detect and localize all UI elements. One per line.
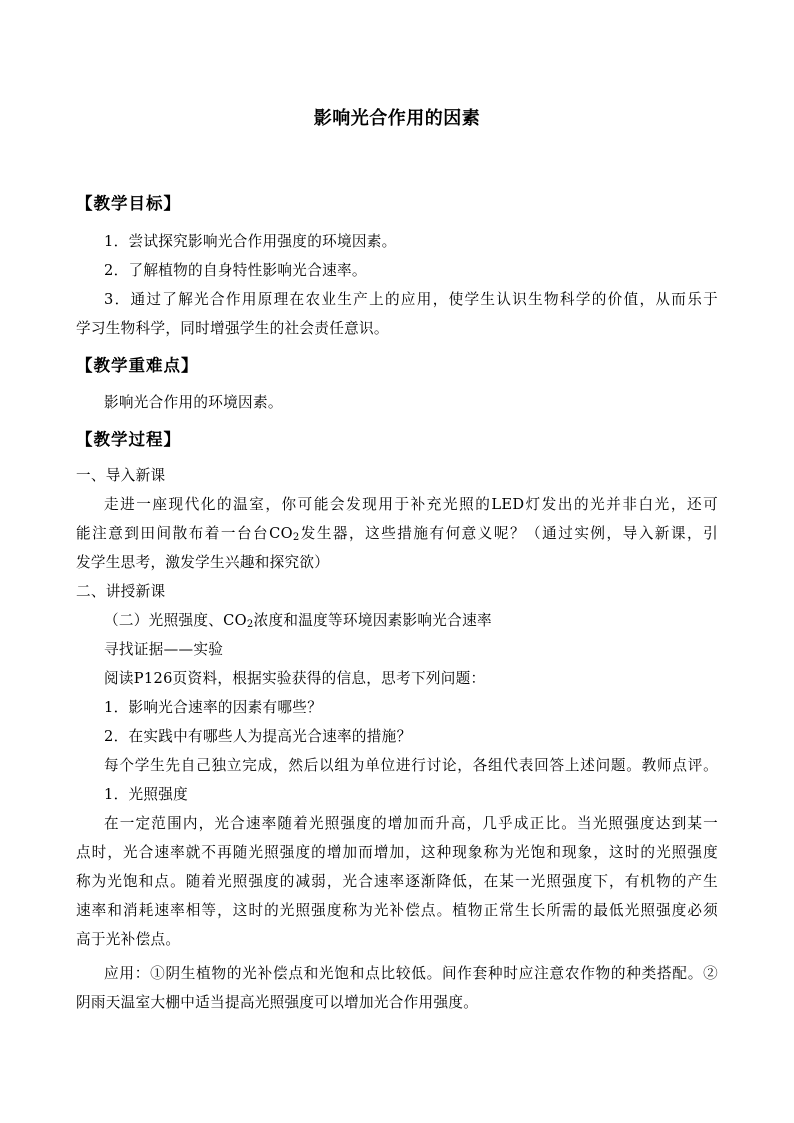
part-1-heading: 一、导入新课 bbox=[76, 467, 166, 484]
key-points-text: 影响光合作用的环境因素。 bbox=[104, 394, 283, 411]
intro-line-2 bbox=[76, 520, 718, 552]
intro-line-2-start: 能注意到田间散布着一台台CO bbox=[76, 525, 293, 542]
question-1: 1．影响光合速率的因素有哪些？ bbox=[104, 699, 323, 716]
goal-item-3-line-2: 学习生物科学，同时增强学生的社会责任意识。 bbox=[76, 320, 389, 337]
goal-item-2: 2．了解植物的自身特性影响光合速率。 bbox=[104, 262, 367, 279]
light-paragraph-line-2: 点时，光合速率就不再随光照强度的增加而增加，这种现象称为光饱和现象，这时的光照强度 bbox=[76, 844, 718, 861]
application-line-2: 阴雨天温室大棚中适当提高光照强度可以增加光合作用强度。 bbox=[76, 994, 479, 1011]
intro-line-3: 发学生思考，激发学生兴趣和探究欲） bbox=[76, 554, 330, 571]
question-2: 2．在实践中有哪些人为提高光合速率的措施？ bbox=[104, 728, 412, 745]
teaching-process-heading: 【教学过程】 bbox=[76, 430, 181, 449]
goal-item-1: 1．尝试探究影响光合作用强度的环境因素。 bbox=[104, 233, 397, 250]
intro-line-2-end: 发生器，这些措施有何意义呢？（通过实例，导入新课，引 bbox=[299, 525, 718, 542]
page-title: 影响光合作用的因素 bbox=[313, 108, 481, 129]
light-paragraph-line-1: 在一定范围内，光合速率随着光照强度的增加而升高，几乎成正比。当光照强度达到某一 bbox=[104, 815, 718, 832]
key-points-heading: 【教学重难点】 bbox=[76, 356, 199, 375]
evidence-heading: 寻找证据——实验 bbox=[104, 641, 224, 658]
subsection-2-heading bbox=[104, 607, 718, 639]
part-2-heading: 二、讲授新课 bbox=[76, 583, 166, 600]
subsection-2-end: 浓度和温度等环境因素影响光合速率 bbox=[253, 612, 492, 629]
light-intensity-heading: 1．光照强度 bbox=[104, 786, 189, 803]
subsection-2-start: （二）光照强度、CO bbox=[104, 612, 247, 629]
light-paragraph-line-3: 称为光饱和点。随着光照强度的减弱，光合速率逐渐降低，在某一光照强度下，有机物的产生 bbox=[76, 873, 718, 890]
light-paragraph-line-4: 速率和消耗速率相等，这时的光照强度称为光补偿点。植物正常生长所需的最低光照强度必须 bbox=[76, 902, 718, 919]
discussion-text: 每个学生先自己独立完成，然后以组为单位进行讨论，各组代表回答上述问题。教师点评。 bbox=[104, 757, 718, 774]
co2-subscript: 2 bbox=[246, 619, 254, 630]
goal-item-3-line-1: 3．通过了解光合作用原理在农业生产上的应用，使学生认识生物科学的价值，从而乐于 bbox=[104, 291, 718, 308]
application-line-1: 应用：①阴生植物的光补偿点和光饱和点比较低。间作套种时应注意农作物的种类搭配。② bbox=[104, 965, 718, 982]
teaching-goals-heading: 【教学目标】 bbox=[76, 194, 181, 213]
light-paragraph-line-5: 高于光补偿点。 bbox=[76, 931, 181, 948]
intro-line-1: 走进一座现代化的温室，你可能会发现用于补充光照的LED灯发出的光并非白光，还可 bbox=[104, 496, 718, 513]
reading-instruction: 阅读P126页资料，根据实验获得的信息，思考下列问题： bbox=[104, 670, 486, 687]
co2-subscript: 2 bbox=[292, 532, 300, 543]
